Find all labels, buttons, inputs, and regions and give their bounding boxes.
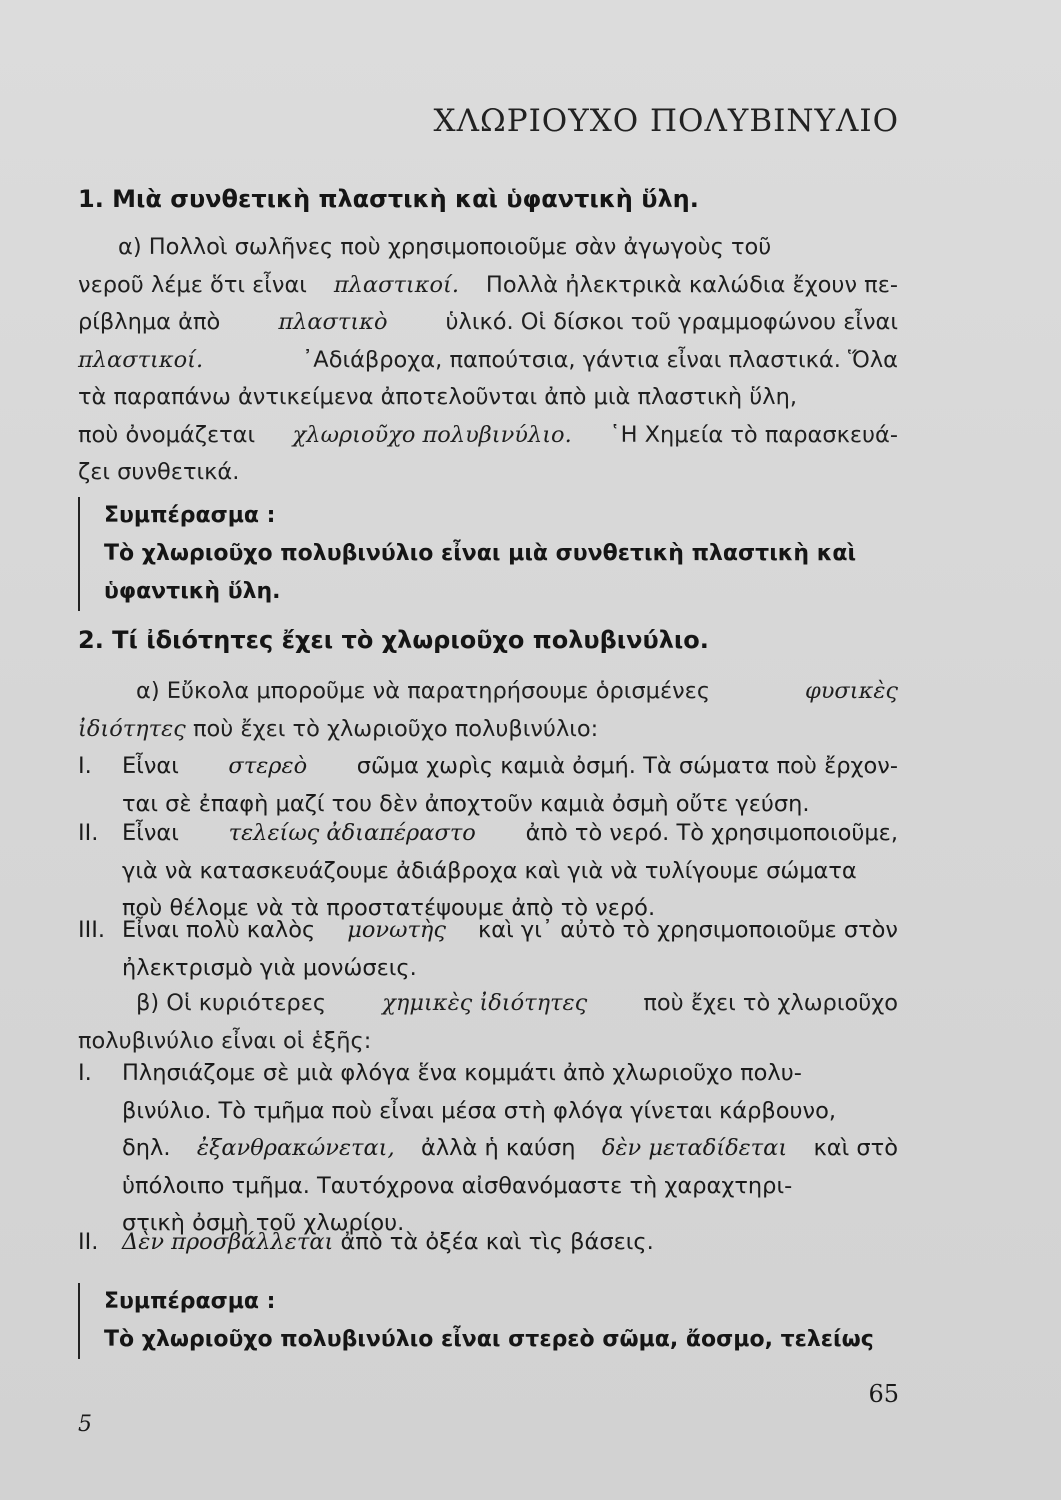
text-span: ῾Η Χημεία τὸ παρασκευά- <box>609 421 898 448</box>
italic-term: πλαστικὸ <box>278 309 388 335</box>
text-span: β) Οἱ κυριότερες <box>136 990 327 1016</box>
text-span: ποὺ ὀνομάζεται <box>78 421 256 448</box>
text-line: ποὺ θέλομε νὰ τὰ προστατέψουμε ἀπὸ τὸ νερό. <box>122 895 656 921</box>
list-item <box>78 912 898 987</box>
text-line <box>122 912 898 950</box>
text-span: Εἶναι πολὺ καλὸς <box>122 917 316 943</box>
text-span: α) Εὔκολα μποροῦμε νὰ παρατηρήσουμε ὁρισμένες <box>136 678 711 704</box>
text-line: πολυβινύλιο εἶναι οἱ ἑξῆς: <box>78 1027 372 1054</box>
list-number: II. <box>78 820 99 846</box>
text-line <box>78 673 898 711</box>
text-line: α) Πολλοὶ σωλῆνες ποὺ χρησιμοποιοῦμε σὰν ἀγωγοὺς τοῦ <box>118 234 772 260</box>
text-line <box>78 985 898 1023</box>
conclusion-line: ὑφαντικὴ ὕλη. <box>104 579 281 604</box>
italic-term: χλωριοῦχο πολυβινύλιο. <box>292 421 572 448</box>
italic-term: χημικὲς ἰδιότητες <box>382 990 588 1016</box>
text-line: ἠλεκτρισμὸ γιὰ μονώσεις. <box>122 954 417 981</box>
italic-term: πλαστικοί. <box>78 346 204 373</box>
section-1-paragraph-a <box>78 229 898 492</box>
text-span: Εἶναι <box>122 753 179 779</box>
italic-term: ἐξανθρακώνεται, <box>196 1135 395 1161</box>
text-span: νεροῦ λέμε ὅτι εἶναι <box>78 271 307 298</box>
text-line <box>78 267 898 305</box>
list-item <box>78 1224 898 1262</box>
list-number: II. <box>78 1229 99 1255</box>
text-line: τὰ παραπάνω ἀντικείμενα ἀποτελοῦνται ἀπὸ μιὰ πλαστικὴ ὕλη, <box>78 384 797 410</box>
text-span: σῶμα χωρὶς καμιὰ ὀσμή. Τὰ σώματα ποὺ ἔρχον- <box>356 753 898 779</box>
text-line: γιὰ νὰ κατασκευάζουμε ἀδιάβροχα καὶ γιὰ νὰ τυλίγουμε σώματα <box>122 857 857 884</box>
conclusion-box-2 <box>78 1283 924 1359</box>
italic-term: φυσικὲς <box>804 678 898 704</box>
text-line <box>78 342 898 380</box>
text-line <box>122 815 898 853</box>
text-span: ἀπὸ τὰ ὀξέα καὶ τὶς βάσεις. <box>340 1229 654 1255</box>
text-line <box>122 1224 898 1262</box>
list-number: I. <box>78 753 92 779</box>
section-2-heading: 2. Τί ἰδιότητες ἔχει τὸ χλωριοῦχο πολυβινύλιο. <box>78 626 709 654</box>
text-line: Πλησιάζομε σὲ μιὰ φλόγα ἕνα κομμάτι ἀπὸ χλωριοῦχο πολυ- <box>122 1060 802 1086</box>
italic-term: ἰδιότητες <box>78 715 186 742</box>
conclusion-box-1 <box>78 497 924 611</box>
italic-term: τελείως ἀδιαπέραστο <box>228 820 476 846</box>
conclusion-line: Τὸ χλωριοῦχο πολυβινύλιο εἶναι στερεὸ σῶμα, ἄοσμο, τελείως <box>104 1327 874 1352</box>
list-number: III. <box>78 917 106 943</box>
italic-term: μονωτὴς <box>347 917 446 943</box>
text-span: Εἶναι <box>122 820 179 846</box>
text-line <box>122 1130 898 1168</box>
text-span: ποὺ ἔχει τὸ χλωριοῦχο πολυβινύλιο: <box>192 715 599 742</box>
text-span: καὶ γι᾽ αὐτὸ τὸ χρησιμοποιοῦμε στὸν <box>478 917 898 943</box>
italic-term: Δὲν προσβάλλεται <box>122 1229 334 1255</box>
conclusion-label: Συμπέρασμα : <box>104 503 276 528</box>
text-span: Πολλὰ ἠλεκτρικὰ καλώδια ἔχουν πε- <box>485 271 898 298</box>
text-line <box>78 304 898 342</box>
text-line <box>78 711 898 749</box>
conclusion-label: Συμπέρασμα : <box>104 1289 276 1314</box>
text-span: ἀπὸ τὸ νερό. Τὸ χρησιμοποιοῦμε, <box>525 820 898 846</box>
section-1-heading: 1. Μιὰ συνθετικὴ πλαστικὴ καὶ ὑφαντικὴ ὕλη. <box>78 185 699 213</box>
text-line: ὑπόλοιπο τμῆμα. Ταυτόχρονα αἰσθανόμαστε τὴ χαραχτηρι- <box>122 1172 793 1199</box>
text-line <box>122 748 898 786</box>
text-line: στικὴ ὀσμὴ τοῦ χλωρίου. <box>122 1210 405 1236</box>
text-span: ᾽Αδιάβροχα, παπούτσια, γάντια εἶναι πλαστικά. Ὅλα <box>302 346 898 373</box>
italic-term: πλαστικοί. <box>333 271 459 298</box>
text-span: ἀλλὰ ἡ καύση <box>421 1135 576 1161</box>
text-line <box>78 417 898 455</box>
page-number: 65 <box>868 1380 899 1408</box>
section-2-paragraph-a <box>78 673 898 748</box>
list-item <box>78 748 898 823</box>
text-span: ὑλικό. Οἱ δίσκοι τοῦ γραμμοφώνου εἶναι <box>445 309 898 335</box>
italic-term: δὲν μεταδίδεται <box>601 1135 788 1161</box>
text-line: ται σὲ ἐπαφὴ μαζί του δὲν ἀποχτοῦν καμιὰ ὀσμὴ οὔτε γεύση. <box>122 790 810 817</box>
signature-mark: 5 <box>78 1412 92 1437</box>
list-item <box>78 1055 898 1243</box>
italic-term: στερεὸ <box>228 753 308 779</box>
list-number: I. <box>78 1060 92 1086</box>
text-line: ζει συνθετικά. <box>78 459 240 485</box>
conclusion-line: Τὸ χλωριοῦχο πολυβινύλιο εἶναι μιὰ συνθετικὴ πλαστικὴ καὶ <box>104 541 857 566</box>
text-line: βινύλιο. Τὸ τμῆμα ποὺ εἶναι μέσα στὴ φλόγα γίνεται κάρβουνο, <box>122 1097 837 1124</box>
text-span: ποὺ ἔχει τὸ χλωριοῦχο <box>643 990 898 1016</box>
list-item <box>78 815 898 928</box>
text-span: καὶ στὸ <box>813 1135 898 1161</box>
text-span: δηλ. <box>122 1135 171 1161</box>
section-2-paragraph-b <box>78 985 898 1060</box>
page-title: ΧΛΩΡΙΟΥΧΟ ΠΟΛΥΒΙΝΥΛΙΟ <box>433 103 899 139</box>
text-span: ρίβλημα ἀπὸ <box>78 309 221 335</box>
